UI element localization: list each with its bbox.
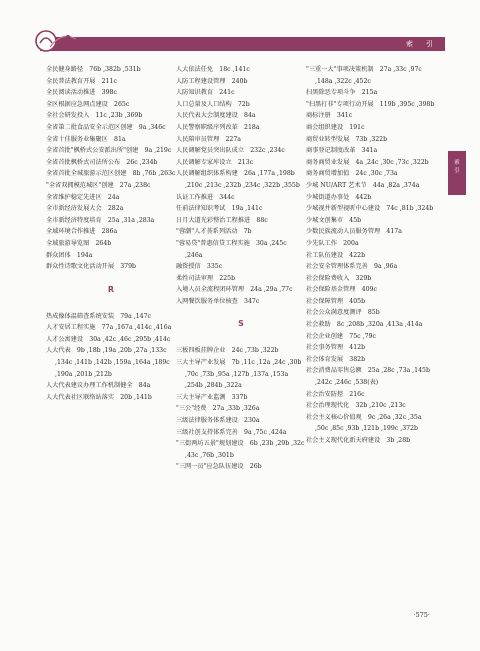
index-entry: 全社会研发投入 11c ,23b ,369b [46, 112, 143, 120]
index-entry: 社会消费品零售总额 25a ,28c ,73a ,145b ,242c ,246c ,538(表) [306, 367, 430, 387]
index-entry: 全省首批"枫桥式公安派出所"创建 9a ,219c [46, 147, 172, 155]
index-entry: 扫黑除恶专项斗争 215a [306, 89, 378, 97]
index-entry: 全省第二批食品安全示范区创建 9a ,346c [46, 123, 166, 131]
index-entry: 人防工程建设管理 240b [176, 77, 248, 85]
index-entry: 全区根据应急网点建设 265c [46, 100, 130, 108]
index-column-1 [46, 64, 176, 403]
index-entry: 人大依法任免 18c ,141c [176, 66, 250, 73]
index-entry: 全域环境合作推进 286a [46, 228, 118, 236]
index-entry: 全民阅读活动推进 398c [46, 89, 117, 97]
index-entry: 全省首批全城旅游示范区创建 8b ,76b ,263c [46, 170, 176, 178]
index-entry: 人民陪审员管理 227a [176, 135, 241, 143]
index-entry: 商标注册 341c [306, 112, 353, 120]
index-entry: "全省双拥模范城区"创建 27a ,238c [46, 181, 151, 189]
index-entry: 社会安全管理体系完善 9a ,96a [306, 263, 398, 271]
index-entry: "蓉潮"人才荟系列活动 7b [176, 228, 252, 236]
index-entry: 社会治安防控 216c [306, 390, 365, 398]
index-entry: 三级法律服务体系建设 230a [176, 417, 260, 425]
index-entry: 群众性诗歌文化活动开展 379b [46, 263, 137, 271]
index-entry: "三街两坊五景"规划建设 6b ,23b ,29b ,32c ,43c ,76b ,301b [176, 440, 305, 459]
index-entry: 任前法律知识考试 19a ,141c [176, 205, 263, 213]
index-entry: "扫黑打非"专项行动开展 119b ,395c ,398b [306, 100, 435, 108]
index-entry: 三板四板挂牌企业 24c ,73b ,322b [176, 347, 279, 355]
index-entry: 三大主导产业发展 7b ,11c ,12a ,24c ,30b ,70c ,73b ,95a ,127b ,137a ,153a ,254b ,284b ,322a [176, 359, 302, 390]
index-entry: 少城文创集市 45b [306, 216, 362, 224]
index-entry: 入境人员全流程闭环管理 24a ,29a ,77c [176, 286, 293, 294]
index-entry: 商会组织建设 191c [306, 123, 365, 131]
index-column-3 [306, 64, 436, 447]
index-entry: 商事登记制度改革 341a [306, 147, 378, 155]
section-letter-heading: R [107, 284, 115, 294]
index-entry: 人民调解组织体系构建 26a ,177a ,198b ,210c ,213c ,232b ,234c ,322b ,355b [176, 170, 300, 189]
index-entry: 社会治理现代化 32b ,210c ,213c [306, 402, 406, 410]
index-entry: 人民调解专家库设立 213c [176, 158, 254, 166]
index-entry: 融资授信 335c [176, 263, 223, 271]
index-entry: 人民警察职级序列改革 218a [176, 123, 260, 131]
index-entry: 社会事务管理 412b [306, 344, 366, 352]
index-entry: 全省首批枫桥式司法所公布 26c ,234b [46, 158, 158, 166]
index-entry: 社会主义核心价值观 9c ,26a ,32c ,35a ,50c ,85c ,93b ,121b ,199c ,372b [306, 413, 422, 433]
index-entry: 人大代表社区联络站落实 20b ,141b [46, 393, 152, 401]
index-entry: 社会保险基金管理 409c [306, 286, 377, 294]
index-entry: 少城视井新型视听中心建设 74c ,81b ,324b [306, 205, 434, 213]
index-entry: 群众团体 194a [46, 251, 93, 259]
index-entry: 人口总量及人口结构 72b [176, 100, 250, 108]
index-entry: 社会企业创建 75c ,79c [306, 332, 376, 340]
index-entry: 社会保险费收入 329b [306, 274, 372, 282]
side-index-tab: 索 引 [448, 151, 466, 195]
index-entry: "三公"经费 27a ,33b ,326a [176, 405, 260, 413]
section-letter-heading: S [238, 319, 244, 329]
index-entry: 人才安居工程实施 77a ,167a ,414c ,416a [46, 324, 172, 332]
index-entry: 三大主导产业监测 337b [176, 393, 248, 401]
index-entry: 人民代表大会制度建设 84a [176, 112, 256, 120]
index-entry: 社会公众满意度测评 85b [306, 309, 380, 317]
index-entry: 社工队伍建设 422b [306, 251, 366, 259]
page-number: ·575· [413, 611, 430, 619]
index-entry: 商务商贸增加值 24c ,30c ,73a [306, 170, 398, 178]
index-entry: 人大代表建议办理工作机制健全 84a [46, 382, 151, 390]
index-entry: 社会保障管理 405b [306, 297, 366, 305]
index-entry: 人才公寓建设 30a ,42c ,46c ,295b ,414c [46, 335, 171, 343]
index-entry: 认证工作推进 344c [176, 193, 235, 201]
index-entry: 全市新经济发展大会 282a [46, 205, 124, 213]
index-entry: 三级社创支持体系完善 9a ,75c ,424a [176, 428, 287, 436]
index-entry: 社会主义现代化新天府建设 3b ,28b [306, 437, 411, 444]
section-label: 索 引 [406, 40, 436, 48]
index-entry: 柔性司法审理 225b [176, 274, 236, 282]
index-entry: 全省十佳服务业集聚区 81a [46, 135, 126, 143]
index-entry: 人民调解党员突出队成立 232c ,234c [176, 147, 285, 155]
index-entry: 人大代表 9b ,18b ,19a ,20b ,27a ,133c ,134c ,141b ,142b ,159a ,164a ,189c ,190a ,201b ,212b [46, 347, 170, 378]
index-entry: "蓉易贷"普惠信贷工程实施 30a ,245c ,246a [176, 239, 287, 259]
index-entry: 人防知识教育 241c [176, 89, 235, 97]
index-entry: 少数民族流动人员服务管理 417a [306, 228, 402, 236]
index-entry: 全省维护稳定先进区 24a [46, 193, 120, 201]
index-entry: 少城街道办事处 442b [306, 193, 372, 201]
index-entry: 热成像体温筛查系统安装 79a ,147c [46, 312, 152, 320]
index-entry: "三重一大"事项决策机制 27a ,33c ,97c ,148a ,322c ,452c [306, 66, 422, 85]
decorative-logo-icon [34, 27, 78, 55]
index-entry: 全民健身路径 76b ,382b ,531b [46, 66, 141, 73]
index-entry: 少先队工作 200a [306, 239, 359, 247]
index-entry: 全民普法教育开展 211c [46, 77, 117, 85]
index-entry: 全域旅游导览图 264b [46, 239, 112, 247]
index-entry: 入网餐饮服务单位核查 347c [176, 297, 260, 305]
index-entry: 社会救助 8c ,208b ,320a ,413a ,414a [306, 321, 423, 329]
header-bar [40, 37, 445, 51]
index-column-2 [176, 64, 306, 473]
index-entry: 少城 NU/ART 艺术节 44a ,82a ,374a [306, 181, 420, 189]
index-entry: 日月大道光彩整治工程推进 88c [176, 216, 268, 224]
index-entry: 社会体育发展 382b [306, 355, 366, 363]
index-entry: 商务商贸业发展 4a ,24c ,30c ,73c ,322b [306, 158, 429, 166]
index-entry: 商贸业转型发展 73b ,322b [306, 135, 388, 143]
index-entry: 全市新经济特度培育 25a ,31a ,283a [46, 216, 155, 224]
index-entry: "三网一员"应急队伍建设 26b [176, 463, 262, 471]
